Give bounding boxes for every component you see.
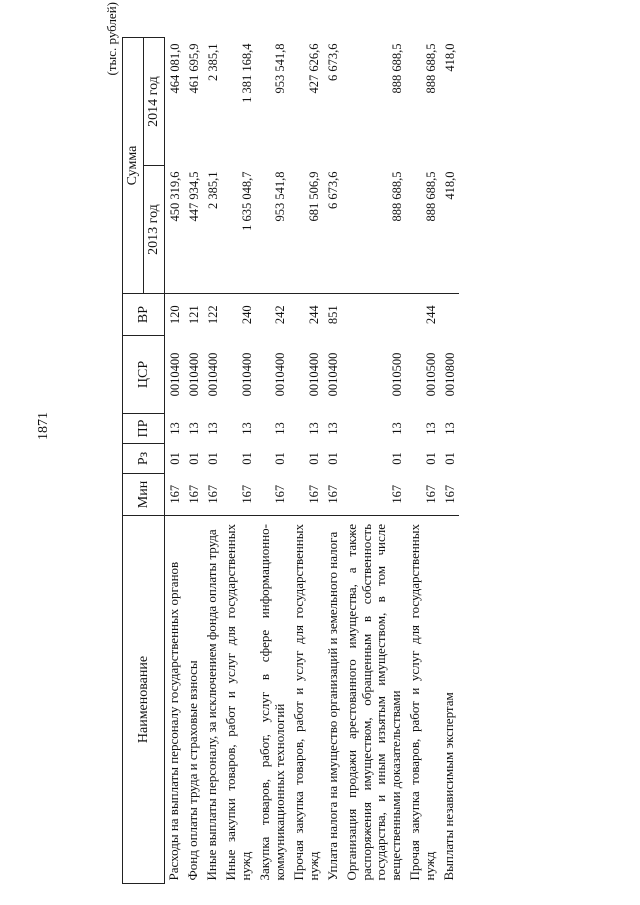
table-row	[222, 38, 256, 884]
cell-csr: 0010400	[167, 352, 182, 397]
cell-min: 167	[222, 474, 256, 516]
table-row	[256, 38, 290, 884]
cell-name: Закупка товаров, работ, услуг в сфере информационно-коммуникационных технологий	[256, 524, 287, 881]
table-row	[184, 38, 203, 884]
cell-csr: 0010500	[389, 352, 404, 397]
cell-rz: 01	[326, 452, 341, 465]
cell-y2013: 6 673,6	[324, 166, 343, 294]
table-row	[290, 38, 324, 884]
table-row	[440, 38, 459, 884]
cell-y2013: 888 688,5	[343, 166, 407, 294]
cell-y2013: 450 319,6	[165, 166, 184, 294]
cell-min: 167	[343, 474, 407, 516]
table-row	[406, 38, 440, 884]
cell-min: 167	[406, 474, 440, 516]
header-csr: ЦСР	[123, 336, 165, 414]
cell-name: Прочая закупка товаров, работ и услуг для государственных нужд	[290, 524, 321, 881]
cell-y2013: 888 688,5	[406, 166, 440, 294]
units-label: (тыс. рублей)	[104, 2, 119, 76]
cell-rz: 01	[167, 452, 182, 465]
cell-y2014: 888 688,5	[389, 43, 404, 94]
cell-csr: 0010500	[423, 352, 438, 397]
header-2013: 2013 год	[144, 166, 165, 294]
cell-pr: 13	[389, 422, 404, 435]
cell-name: Иные выплаты персоналу, за исключением фонда оплаты труда	[204, 529, 220, 881]
header-min: Мин	[123, 474, 165, 516]
cell-y2014: 1 381 168,4	[239, 43, 254, 103]
cell-pr: 13	[167, 422, 182, 435]
cell-name: Уплата налога на имущество организаций и земельного налога	[324, 531, 340, 881]
cell-csr: 0010400	[326, 352, 341, 397]
cell-vr: 240	[239, 305, 254, 325]
cell-min: 167	[184, 474, 203, 516]
table-row	[165, 38, 184, 884]
cell-csr: 0010400	[205, 352, 220, 397]
header-vr: ВР	[123, 294, 165, 336]
cell-name: Расходы на выплаты персоналу государственных органов	[166, 561, 182, 881]
cell-csr: 0010400	[273, 352, 288, 397]
header-pr: ПР	[123, 414, 165, 444]
cell-y2014: 888 688,5	[423, 43, 438, 94]
cell-csr: 0010400	[186, 352, 201, 397]
header-row-1	[123, 38, 144, 884]
cell-vr: 851	[326, 305, 341, 325]
cell-y2014: 464 081,0	[167, 43, 182, 94]
cell-pr: 13	[186, 422, 201, 435]
cell-vr: 121	[186, 305, 201, 325]
table-body	[165, 38, 459, 884]
cell-min: 167	[165, 474, 184, 516]
cell-rz: 01	[423, 452, 438, 465]
cell-min: 167	[290, 474, 324, 516]
cell-rz: 01	[239, 452, 254, 465]
cell-name: Фонд оплаты труда и страховые взносы	[185, 660, 201, 881]
cell-rz: 01	[389, 452, 404, 465]
cell-y2013: 1 635 048,7	[222, 166, 256, 294]
cell-csr: 0010400	[239, 352, 254, 397]
cell-pr: 13	[239, 422, 254, 435]
cell-y2013: 681 506,9	[290, 166, 324, 294]
header-sum: Сумма	[123, 38, 144, 294]
cell-pr: 13	[442, 422, 457, 435]
cell-y2013: 418,0	[440, 166, 459, 294]
cell-y2014: 2 385,1	[205, 43, 220, 81]
cell-y2014: 427 626,6	[307, 43, 322, 94]
header-2014: 2014 год	[144, 38, 165, 166]
table-row	[324, 38, 343, 884]
cell-y2014: 953 541,8	[273, 43, 288, 94]
page-number: 1871	[36, 412, 51, 440]
cell-csr: 0010400	[307, 352, 322, 397]
cell-y2013: 2 385,1	[203, 166, 222, 294]
cell-y2014: 461 695,9	[186, 43, 201, 94]
cell-y2013: 953 541,8	[256, 166, 290, 294]
header-name: Наименование	[123, 516, 165, 884]
cell-pr: 13	[326, 422, 341, 435]
cell-min: 167	[256, 474, 290, 516]
cell-pr: 13	[205, 422, 220, 435]
table-row	[343, 38, 407, 884]
cell-min: 167	[440, 474, 459, 516]
cell-name: Выплаты независимым экспертам	[441, 692, 457, 881]
cell-name: Организация продажи арестованного имущества, а также распоряжения имуществом, обращенным в собственность государства, и иным изъятым имуществом, в том числе вещественными доказательствами	[343, 524, 404, 881]
cell-vr: 122	[205, 305, 220, 325]
cell-y2013: 447 934,5	[184, 166, 203, 294]
cell-min: 167	[324, 474, 343, 516]
cell-name: Прочая закупка товаров, работ и услуг для государственных нужд	[407, 524, 438, 881]
cell-vr: 242	[273, 305, 288, 325]
cell-rz: 01	[273, 452, 288, 465]
cell-pr: 13	[273, 422, 288, 435]
cell-vr	[343, 294, 407, 336]
cell-y2014: 6 673,6	[326, 43, 341, 81]
cell-name: Иные закупки товаров, работ и услуг для государственных нужд	[223, 524, 253, 881]
cell-rz: 01	[205, 452, 220, 465]
cell-rz: 01	[307, 452, 322, 465]
cell-pr: 13	[423, 422, 438, 435]
cell-csr: 0010800	[442, 352, 457, 397]
cell-rz: 01	[186, 452, 201, 465]
cell-y2014: 418,0	[442, 43, 457, 72]
rotated-page	[102, 4, 640, 884]
cell-rz: 01	[442, 452, 457, 465]
budget-table	[122, 37, 459, 884]
cell-vr: 120	[167, 305, 182, 325]
table-row	[203, 38, 222, 884]
cell-vr: 244	[423, 305, 438, 325]
cell-vr: 244	[307, 305, 322, 325]
cell-vr	[440, 294, 459, 336]
header-rz: Рз	[123, 444, 165, 474]
cell-min: 167	[203, 474, 222, 516]
cell-pr: 13	[307, 422, 322, 435]
